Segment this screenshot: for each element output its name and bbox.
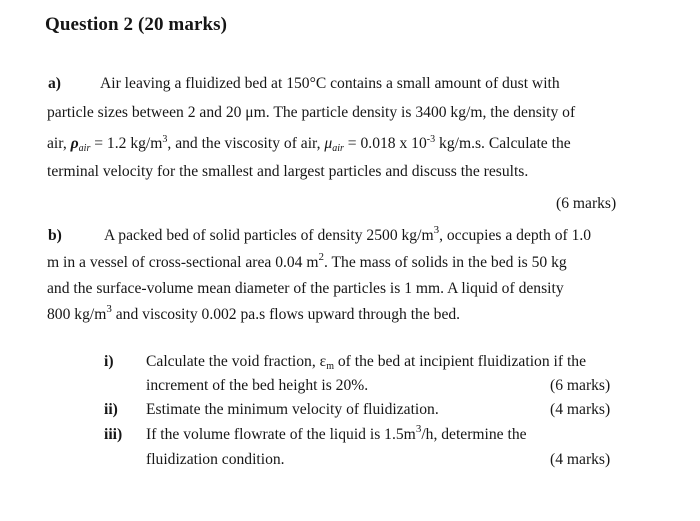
part-a-line-4: terminal velocity for the smallest and largest particles and discuss the results.	[47, 163, 529, 180]
part-b-line-1: A packed bed of solid particles of density 2500 $kg/m^3$, occupies a depth of 1.0	[104, 224, 592, 244]
part-b-line-2: m in a vessel of cross-sectional area 0.04 $m^2$. The mass of solids in the bed is 50 kg	[47, 251, 567, 271]
part-b-label: b)	[48, 227, 62, 244]
sub-question-i-line-1: Calculate the void fraction, $\varepsilon_m$ of the bed at incipient fluidization if the	[146, 353, 586, 372]
part-a-line-1: Air leaving a fluidized bed at 150°C contains a small amount of dust with	[100, 75, 560, 92]
sub-question-ii-marks: (4 marks)	[550, 401, 611, 418]
part-a-label: a)	[48, 75, 61, 92]
sub-question-iii-line-1: If the volume flowrate of the liquid is $1.5m^3/h$, determine the	[146, 423, 527, 443]
rho-symbol: ρ	[70, 135, 79, 152]
sub-question-iii-label: iii)	[104, 426, 123, 443]
sub-question-iii-line-2: fluidization condition.	[146, 451, 285, 468]
sub-question-ii-label: ii)	[104, 401, 118, 418]
part-a-marks: (6 marks)	[556, 195, 617, 212]
sub-question-i-marks: (6 marks)	[550, 377, 611, 394]
sub-question-i-label: i)	[104, 353, 114, 370]
part-a-line-3: air, $\rho_{air} = 1.2$ $kg/m^3$, and the viscosity of air, $\mu_{air} = 0.018$ x $10^{-3}$ kg/m.s. Calculate the	[47, 134, 571, 154]
question-title: Question 2 (20 marks)	[45, 14, 228, 35]
part-b-line-4: 800 $kg/m^3$ and viscosity 0.002 pa.s flows upward through the bed.	[47, 303, 461, 323]
part-b-line-3: and the surface-volume mean diameter of the particles is 1 mm. A liquid of density	[47, 280, 564, 297]
sub-question-iii-marks: (4 marks)	[550, 451, 611, 468]
sub-question-i-line-2: increment of the bed height is 20%.	[146, 377, 369, 394]
mu-symbol: μ	[324, 135, 333, 152]
part-a-line-2: particle sizes between 2 and 20 μm. The particle density is 3400 kg/m, the density of	[47, 104, 576, 121]
sub-question-ii-line-1: Estimate the minimum velocity of fluidization.	[146, 401, 439, 418]
